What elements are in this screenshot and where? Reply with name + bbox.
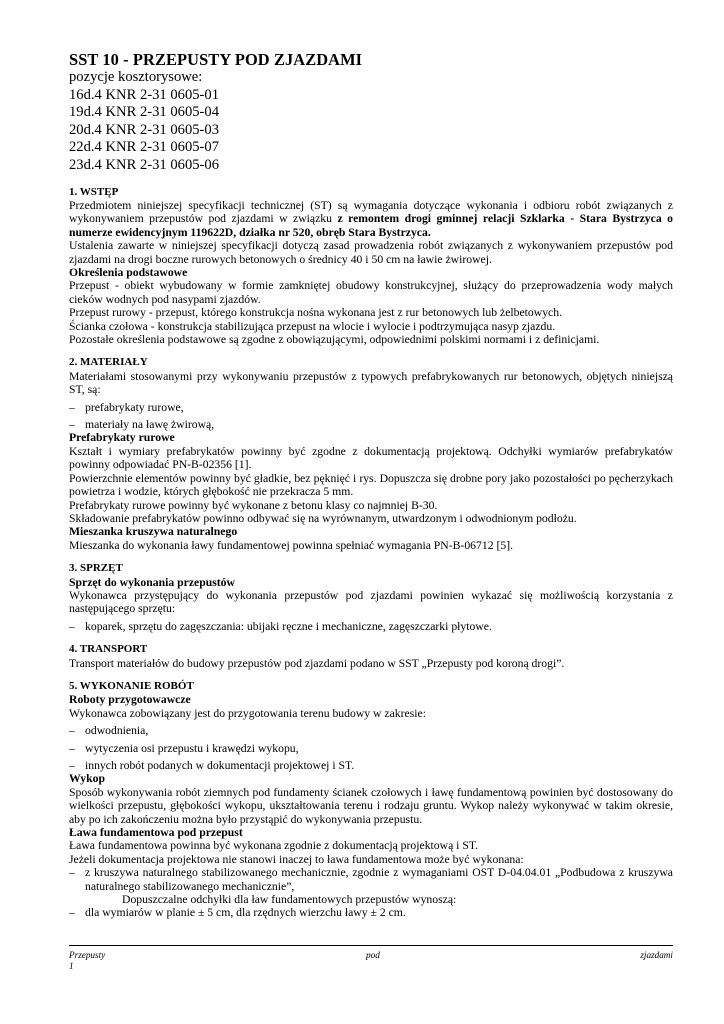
list-item-text: dla wymiarów w planie ± 5 cm, dla rzędnych wierzchu ławy ± 2 cm.: [85, 906, 406, 920]
list-item: [69, 620, 673, 633]
cost-position-item: 22d.4 KNR 2-31 0605-07: [69, 139, 219, 156]
document-page: [69, 50, 673, 920]
cost-position-item: 16d.4 KNR 2-31 0605-01: [69, 86, 219, 103]
footer-center: pod: [366, 950, 380, 960]
section-heading: 5. WYKONANIE ROBÓT: [69, 679, 194, 692]
list-item: [69, 866, 673, 893]
paragraph: Materiałami stosowanymi przy wykonywaniu przepustów z typowych prefabrykowanych rur betonowych, objętych niniejszą ST, są:: [69, 369, 673, 397]
paragraph-text: Przedmiotem niniejszej specyfikacji technicznej (ST) są wymagania dotyczące wykonania i odbioru robót związanych z wykonywaniem przepustów pod zjazdami w związku: [69, 198, 673, 226]
list-item-text: materiały na ławę żwirową,: [85, 418, 215, 432]
paragraph: Jeżeli dokumentacja projektowa nie stanowi inaczej to ława fundamentowa może być wykonana:: [69, 852, 524, 866]
paragraph: Przepust - obiekt wybudowany w formie zamkniętej obudowy konstrukcyjnej, służący do przeprowadzenia wody małych cieków wodnych pod nasypami zjazdów.: [69, 279, 673, 306]
list-item: [69, 418, 673, 431]
list-dash: –: [69, 418, 75, 432]
paragraph: [69, 199, 673, 239]
subheading: Ława fundamentowa pod przepust: [69, 826, 243, 840]
paragraph: Prefabrykaty rurowe powinny być wykonane z betonu klasy co najmniej B-30.: [69, 498, 438, 512]
list-dash: –: [69, 906, 75, 920]
paragraph: Dopuszczalne odchyłki dla ław fundamentowych przepustów wynoszą:: [122, 893, 457, 907]
subheading: Mieszanka kruszywa naturalnego: [69, 525, 238, 539]
list-item-text: wytyczenia osi przepustu i krawędzi wykopu,: [85, 741, 299, 755]
paragraph: Wykonawca przystępujący do wykonania przepustów pod zjazdami powinien wykazać się możliwością korzystania z następującego sprzętu:: [69, 588, 673, 616]
subheading: Wykop: [69, 772, 105, 786]
paragraph: Transport materiałów do budowy przepustów pod zjazdami podano w SST „Przepusty pod koroną drogi”.: [69, 656, 565, 670]
subheading: Roboty przygotowawcze: [69, 693, 191, 707]
footer-right: zjazdami: [640, 950, 673, 960]
list-item-text: koparek, sprzętu do zagęszczania: ubijaki ręczne i mechaniczne, zagęszczarki płytowe.: [85, 619, 492, 633]
section-heading: 3. SPRZĘT: [69, 562, 123, 575]
list-dash: –: [69, 619, 75, 633]
list-dash: –: [69, 400, 75, 414]
list-item-text: prefabrykaty rurowe,: [85, 400, 184, 414]
section-heading: 1. WSTĘP: [69, 185, 119, 198]
paragraph: Składowanie prefabrykatów powinno odbywać się na wyrównanym, utwardzonym i odwodnionym podłożu.: [69, 511, 577, 525]
list-item: [69, 742, 673, 755]
subheading: Prefabrykaty rurowe: [69, 431, 175, 445]
section-materials: [69, 356, 673, 552]
list-dash: –: [69, 741, 75, 755]
section-equipment: [69, 562, 673, 633]
section-introduction: [69, 186, 673, 347]
list-item: [69, 724, 673, 737]
document-title: SST 10 - PRZEPUSTY POD ZJAZDAMI: [69, 50, 363, 69]
cost-positions-label: pozycje kosztorysowe:: [69, 69, 203, 85]
section-heading: 2. MATERIAŁY: [69, 356, 148, 369]
paragraph-bold-text: z remontem drogi gminnej relacji Szklarka - Stara Bystrzyca o numerze ewidencyjnym 119622D, działka nr 520, obręb Stara Bystrzyca.: [69, 212, 673, 239]
list-dash: –: [69, 724, 75, 738]
paragraph: Powierzchnie elementów powinny być gładkie, bez pęknięć i rys. Dopuszcza się drobne pory jako pozostałości po pęcherzykach powietrza i wodzie, których głębokość nie przekracza 5 mm.: [69, 471, 673, 499]
paragraph: Ścianka czołowa - konstrukcja stabilizująca przepust na wlocie i wylocie i podtrzymująca nasyp zjazdu.: [69, 319, 556, 333]
paragraph: Pozostałe określenia podstawowe są zgodne z obowiązującymi, odpowiednimi polskimi normami i z definicjami.: [69, 333, 600, 347]
page-footer: [69, 945, 673, 972]
list-dash: –: [69, 759, 75, 772]
section-execution: [69, 680, 673, 920]
paragraph: Ława fundamentowa powinna być wykonana zgodnie z dokumentacją projektową i ST.: [69, 839, 479, 853]
list-item: [69, 759, 673, 772]
list-item-text: innych robót podanych w dokumentacji projektowej i ST.: [85, 759, 355, 772]
cost-positions: [69, 69, 673, 175]
list-dash: –: [69, 866, 75, 880]
paragraph: Sposób wykonywania robót ziemnych pod fundamenty ścianek czołowych i ławę fundamentową powinien być dostosowany do wielkości przepustu, głębokości wykopu, ukształtowania terenu i rodzaju gruntu. Wykop należy wykonywać w takim okresie, aby po ich zakończeniu można było przystąpić do wykonywania przepustu.: [69, 785, 673, 826]
cost-position-item: 23d.4 KNR 2-31 0605-06: [69, 156, 219, 173]
list-item-text: odwodnienia,: [85, 724, 149, 738]
subheading: Określenia podstawowe: [69, 266, 188, 279]
section-heading: 4. TRANSPORT: [69, 643, 148, 656]
paragraph: Kształt i wymiary prefabrykatów powinny być zgodne z dokumentacją projektową. Odchyłki wymiarów prefabrykatów powinny odpowiadać PN-B-02356 [1].: [69, 444, 673, 472]
list-item-text: z kruszywa naturalnego stabilizowanego mechanicznie, zgodnie z wymaganiami OST D-04.04.01 „Podbudowa z kruszywa naturalnego stabilizowanego mechanicznie”,: [85, 866, 673, 893]
page-number: 1: [69, 961, 74, 971]
subheading: Sprzęt do wykonania przepustów: [69, 575, 235, 589]
list-item: [69, 906, 673, 919]
cost-position-item: 20d.4 KNR 2-31 0605-03: [69, 121, 219, 138]
list-item: [69, 401, 673, 414]
footer-left: Przepusty: [69, 950, 106, 960]
cost-position-item: 19d.4 KNR 2-31 0605-04: [69, 104, 219, 121]
paragraph: Mieszanka do wykonania ławy fundamentowej powinna spełniać wymagania PN-B-06712 [5].: [69, 538, 514, 552]
section-transport: [69, 643, 673, 670]
paragraph: Przepust rurowy - przepust, którego konstrukcja nośna wykonana jest z rur betonowych lub żelbetowych.: [69, 306, 563, 320]
paragraph: Wykonawca zobowiązany jest do przygotowania terenu budowy w zakresie:: [69, 706, 426, 720]
paragraph: Ustalenia zawarte w niniejszej specyfikacji dotyczą zasad prowadzenia robót związanych z wykonywaniem przepustów pod zjazdami na drogi boczne rurowych betonowych o średnicy 40 i 50 cm na ławie żwirowej.: [69, 239, 673, 266]
